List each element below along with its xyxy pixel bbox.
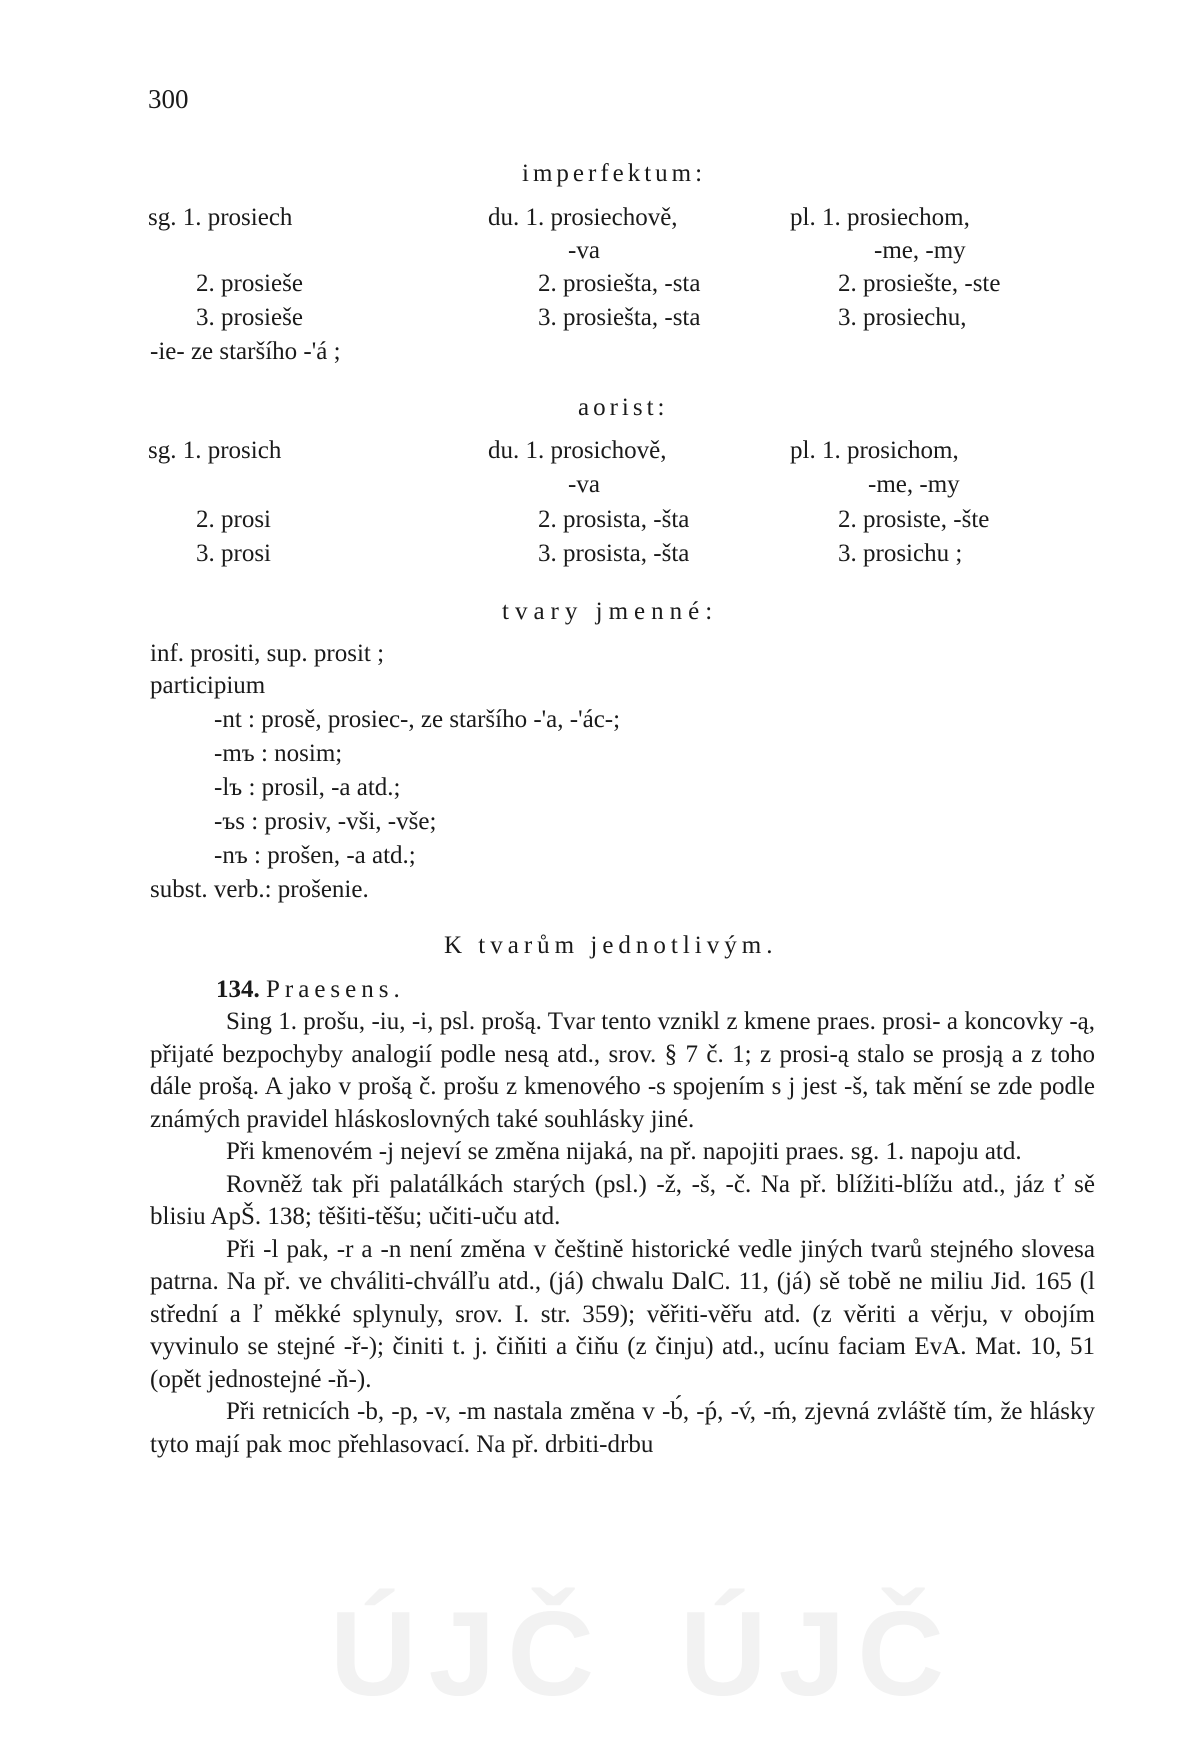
aorist-du-1b: -va — [568, 471, 600, 498]
paragraph-palatalky: Rovněž tak při palatálkách starých (psl.) -ž, -š, -č. Na př. blížiti-blížu atd., jáz ť sě blisiu ApŠ. 138; těšiti-těšu; učiti-uču atd. — [150, 1170, 1095, 1230]
watermark-left: ÚJČ — [330, 1587, 607, 1721]
imperfektum-pl-1b: -me, -my — [874, 237, 966, 264]
aorist-du-3: 3. prosista, -šta — [538, 540, 690, 567]
tvary-line-nt: -nt : prosě, prosiec-, ze staršího -'a, -'ác-; — [214, 706, 621, 733]
tvary-line-participium: participium — [150, 672, 266, 699]
tvary-line-n: -nъ : prošen, -a atd.; — [214, 842, 416, 869]
aorist-pl-1b: -me, -my — [868, 471, 960, 498]
aorist-du-1: du. 1. prosichově, — [488, 437, 667, 464]
aorist-pl-3: 3. prosichu ; — [838, 540, 963, 567]
tvary-line-l: -lъ : prosil, -a atd.; — [214, 774, 401, 801]
imperfektum-sg-1: sg. 1. prosiech — [148, 204, 293, 231]
imperfektum-pl-2: 2. prosiešte, -ste — [838, 270, 1001, 297]
aorist-heading: aorist: — [578, 394, 669, 421]
imperfektum-heading: imperfektum: — [522, 160, 707, 187]
paragraph-number: 134. — [216, 976, 260, 1003]
paragraph-title: Praesens. — [266, 976, 405, 1003]
imperfektum-sg-2: 2. prosieše — [196, 270, 303, 297]
tvary-line-inf: inf. prositi, sup. prosit ; — [150, 640, 385, 667]
watermark-right: ÚJČ — [680, 1587, 957, 1721]
imperfektum-pl-1: pl. 1. prosiechom, — [790, 204, 970, 231]
aorist-pl-1: pl. 1. prosichom, — [790, 437, 959, 464]
aorist-sg-2: 2. prosi — [196, 506, 271, 533]
body-text — [150, 1006, 1095, 1461]
imperfektum-du-1: du. 1. prosiechově, — [488, 204, 678, 231]
tvary-heading: tvary jmenné: — [502, 598, 719, 625]
aorist-sg-3: 3. prosi — [196, 540, 271, 567]
tvary-line-m: -mъ : nosim; — [214, 740, 343, 767]
imperfektum-pl-3: 3. prosiechu, — [838, 304, 967, 331]
paragraph-header — [216, 976, 405, 1004]
paragraph-sing: Sing 1. prošu, -iu, -i, psl. prošą. Tvar tento vznikl z kmene praes. prosi- a koncovky -ą, přijaté bezpochyby analogií podle nesą atd., srov. § 7 č. 1; z prosi-ą stalo se prosją a z toho dále prošą. A jako v prošą č. prošu z kmenového -s spojením s j jest -š, tak mění se zde podle známých pravidel hláskoslovných také souhlásky jiné. — [150, 1008, 1095, 1133]
aorist-sg-1: sg. 1. prosich — [148, 437, 282, 464]
aorist-du-2: 2. prosista, -šta — [538, 506, 690, 533]
paragraph-kmenove-j: Při kmenovém -j nejeví se změna nijaká, na př. napojiti praes. sg. 1. napoju atd. — [226, 1138, 1022, 1165]
imperfektum-du-1b: -va — [568, 237, 600, 264]
imperfektum-note: -ie- ze staršího -'á ; — [150, 338, 341, 365]
aorist-pl-2: 2. prosiste, -šte — [838, 506, 990, 533]
page-number: 300 — [148, 84, 189, 114]
paragraph-l-r-n: Při -l pak, -r a -n není změna v češtině historické vedle jiných tvarů stejného slovesa patrna. Na př. ve chváliti-chválľu atd., (já) chwalu DalC. 11, (já) sě tobě ne miliu Jid. 165 (l střední a ľ měkké splynuly, srov. I. str. 359); věřiti-věřu atd. (z věriti a věrju, v obojím vyvinulo se stejné -ř-); činiti t. j. čiňiti a čiňu (z činju) atd., ucínu faciam EvA. Mat. 10, 51 (opět jednostejné -ň-). — [150, 1235, 1095, 1393]
paragraph-retnice: Při retnicích -b, -p, -v, -m nastala změna v -b́, -ṕ, -v́, -ḿ, zjevná zvláště tím, že hlásky tyto mají pak moc přehlasovací. Na př. drbiti-drbu — [150, 1398, 1095, 1458]
tvary-line-s: -ъs : prosiv, -vši, -vše; — [214, 808, 437, 835]
section-heading: K tvarům jednotlivým. — [444, 932, 778, 959]
imperfektum-du-3: 3. prosiešta, -sta — [538, 304, 701, 331]
tvary-line-subst: subst. verb.: prošenie. — [150, 876, 369, 903]
imperfektum-sg-3: 3. prosieše — [196, 304, 303, 331]
imperfektum-du-2: 2. prosiešta, -sta — [538, 270, 701, 297]
